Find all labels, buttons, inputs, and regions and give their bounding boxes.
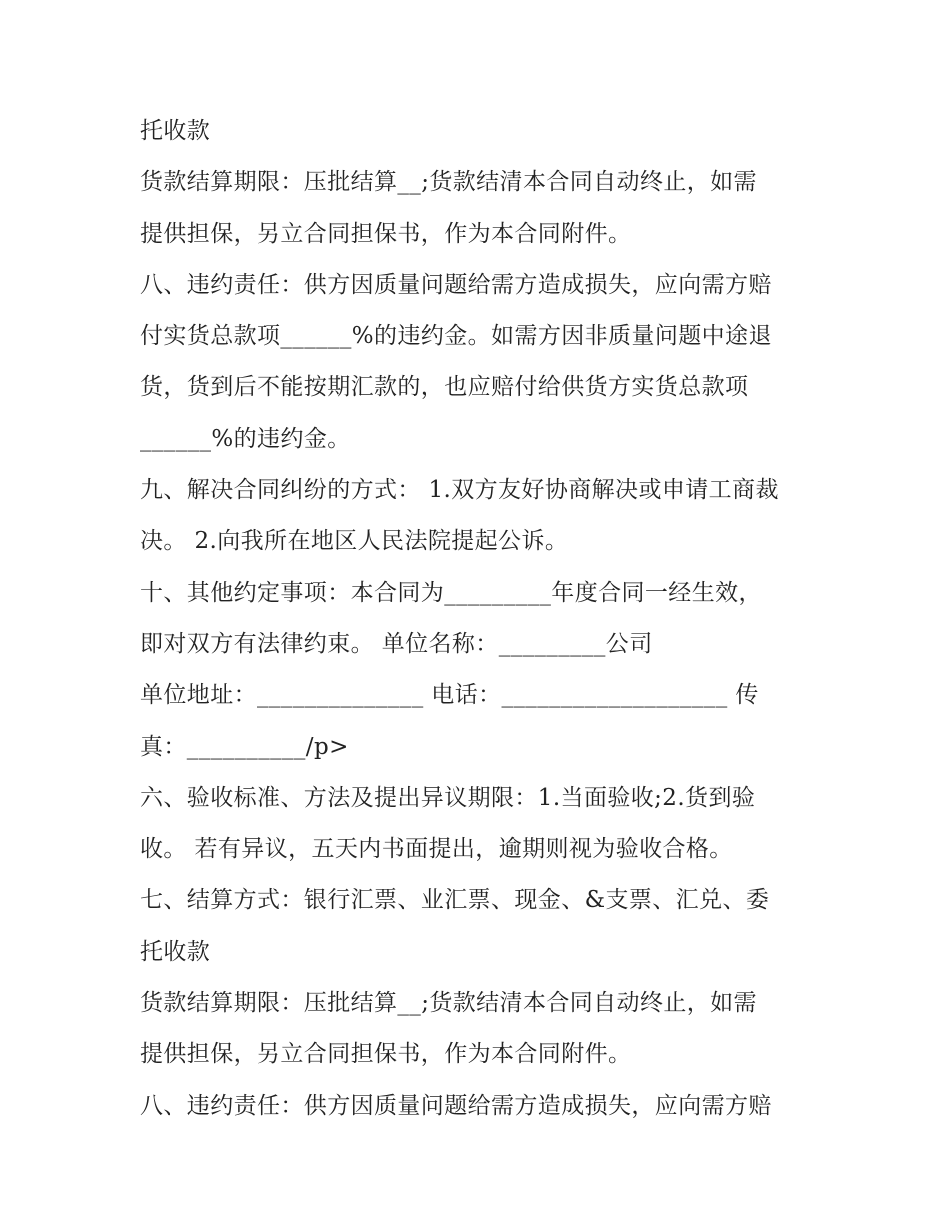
text-line-18: 货款结算期限：压批结算__;货款结清本合同自动终止，如需	[140, 990, 757, 1017]
text-line-6: 货，货到后不能按期汇款的，也应赔付给供货方实货总款项	[140, 374, 749, 401]
text-line-2: 货款结算期限：压批结算__;货款结清本合同自动终止，如需	[140, 169, 757, 196]
contract-text-body	[140, 106, 820, 1132]
text-line-3: 提供担保，另立合同担保书，作为本合同附件。	[140, 220, 632, 247]
text-line-16: 七、结算方式：银行汇票、业汇票、现金、&支票、汇兑、委	[140, 887, 770, 914]
text-line-5: 付实货总款项______%的违约金。如需方因非质量问题中途退	[140, 323, 772, 350]
text-line-12: 单位地址：______________ 电话：___________________ 传	[140, 682, 759, 709]
text-line-14: 六、验收标准、方法及提出异议期限：1.当面验收;2.货到验	[140, 784, 756, 811]
text-line-20: 八、违约责任：供方因质量问题给需方造成损失，应向需方赔	[140, 1092, 772, 1119]
text-line-7: ______%的违约金。	[140, 425, 351, 452]
text-line-11: 即对双方有法律约束。 单位名称：_________公司	[140, 630, 653, 657]
text-line-10: 十、其他约定事项：本合同为_________年度合同一经生效，	[140, 579, 762, 606]
text-line-9: 决。 2.向我所在地区人民法院提起公诉。	[140, 528, 569, 555]
text-line-8: 九、解决合同纠纷的方式： 1.双方友好协商解决或申请工商裁	[140, 477, 779, 504]
text-line-13: 真：__________/p>	[140, 733, 349, 760]
text-line-19: 提供担保，另立合同担保书，作为本合同附件。	[140, 1041, 632, 1068]
text-line-1: 托收款	[140, 118, 211, 144]
text-line-17: 托收款	[140, 938, 211, 965]
text-line-4: 八、违约责任：供方因质量问题给需方造成损失，应向需方赔	[140, 271, 772, 298]
text-line-15: 收。 若有异议，五天内书面提出，逾期则视为验收合格。	[140, 836, 733, 863]
